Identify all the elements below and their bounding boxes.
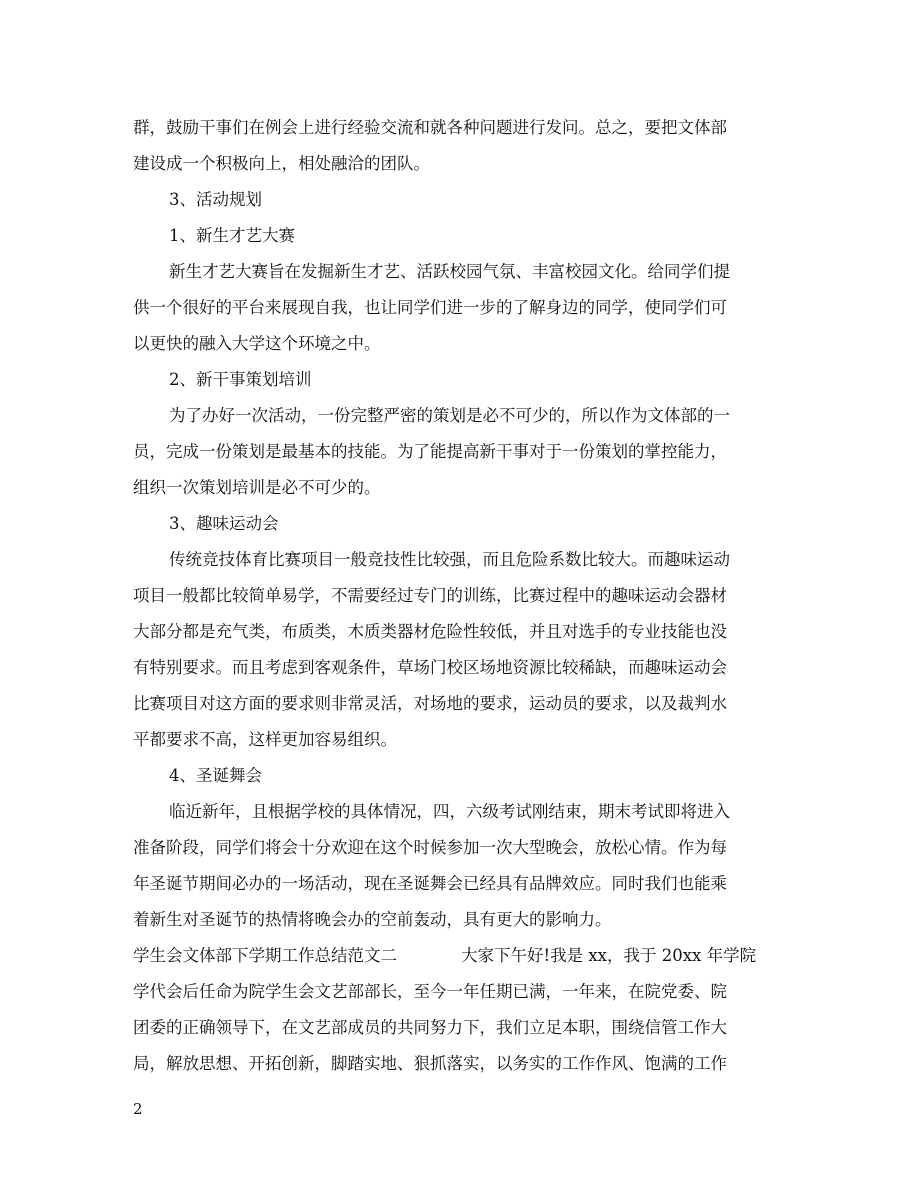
paragraph-line: 为了办好一次活动，一份完整严密的策划是必不可少的，所以作为文体部的一 (169, 406, 730, 425)
paragraph-line: 员，完成一份策划是最基本的技能。为了能提高新干事对于一份策划的掌控能力， (133, 442, 727, 461)
paragraph-line: 有特别要求。而且考虑到客观条件，草场门校区场地资源比较稀缺，而趣味运动会 (133, 658, 727, 677)
paragraph-line: 传统竞技体育比赛项目一般竞技性比较强，而且危险系数比较大。而趣味运动 (169, 550, 730, 569)
document-body (133, 110, 793, 1082)
paragraph-line: 项目一般都比较简单易学，不需要经过专门的训练，比赛过程中的趣味运动会器材 (133, 586, 727, 605)
paragraph-line: 平都要求不高，这样更加容易组织。 (133, 730, 397, 749)
paragraph-line: 以更快的融入大学这个环境之中。 (133, 334, 381, 353)
paragraph-line: 准备阶段，同学们将会十分欢迎在这个时候参加一次大型晚会，放松心情。作为每 (133, 838, 727, 857)
paragraph-line: 学代会后任命为院学生会文艺部部长，至今一年任期已满，一年来，在院党委、院 (133, 982, 727, 1001)
summary-intro: 大家下午好!我是 xx，我于 20xx 年学院 (461, 946, 757, 965)
subsection-heading: 4、圣诞舞会 (169, 766, 262, 785)
paragraph-line: 年圣诞节期间必办的一场活动，现在圣诞舞会已经具有品牌效应。同时我们也能乘 (133, 874, 727, 893)
paragraph-line: 比赛项目对这方面的要求则非常灵活，对场地的要求，运动员的要求，以及裁判水 (133, 694, 727, 713)
subsection-heading: 1、新生才艺大赛 (169, 226, 295, 245)
section-heading: 3、活动规划 (169, 190, 262, 209)
paragraph-line: 大部分都是充气类，布质类，木质类器材危险性较低，并且对选手的专业技能也没 (133, 622, 727, 641)
paragraph-line: 组织一次策划培训是必不可少的。 (133, 478, 381, 497)
subsection-heading: 2、新干事策划培训 (169, 370, 312, 389)
paragraph-line: 着新生对圣诞节的热情将晚会办的空前轰动，具有更大的影响力。 (133, 910, 612, 929)
paragraph-line: 局，解放思想、开拓创新，脚踏实地、狠抓落实，以务实的工作作风、饱满的工作 (133, 1054, 727, 1073)
paragraph-line: 群，鼓励干事们在例会上进行经验交流和就各种问题进行发问。总之，要把文体部 (133, 118, 727, 137)
paragraph-line: 临近新年，且根据学校的具体情况，四，六级考试刚结束，期末考试即将进入 (169, 802, 730, 821)
summary-line (133, 938, 793, 974)
paragraph-line: 团委的正确领导下，在文艺部成员的共同努力下，我们立足本职，围绕信管工作大 (133, 1018, 727, 1037)
paragraph-line: 建设成一个积极向上，相处融洽的团队。 (133, 154, 430, 173)
summary-title: 学生会文体部下学期工作总结范文二 (133, 946, 397, 965)
page-number: 2 (133, 1100, 143, 1118)
paragraph-line: 新生才艺大赛旨在发掘新生才艺、活跃校园气氛、丰富校园文化。给同学们提 (169, 262, 730, 281)
subsection-heading: 3、趣味运动会 (169, 514, 279, 533)
paragraph-line: 供一个很好的平台来展现自我，也让同学们进一步的了解身边的同学，使同学们可 (133, 298, 727, 317)
